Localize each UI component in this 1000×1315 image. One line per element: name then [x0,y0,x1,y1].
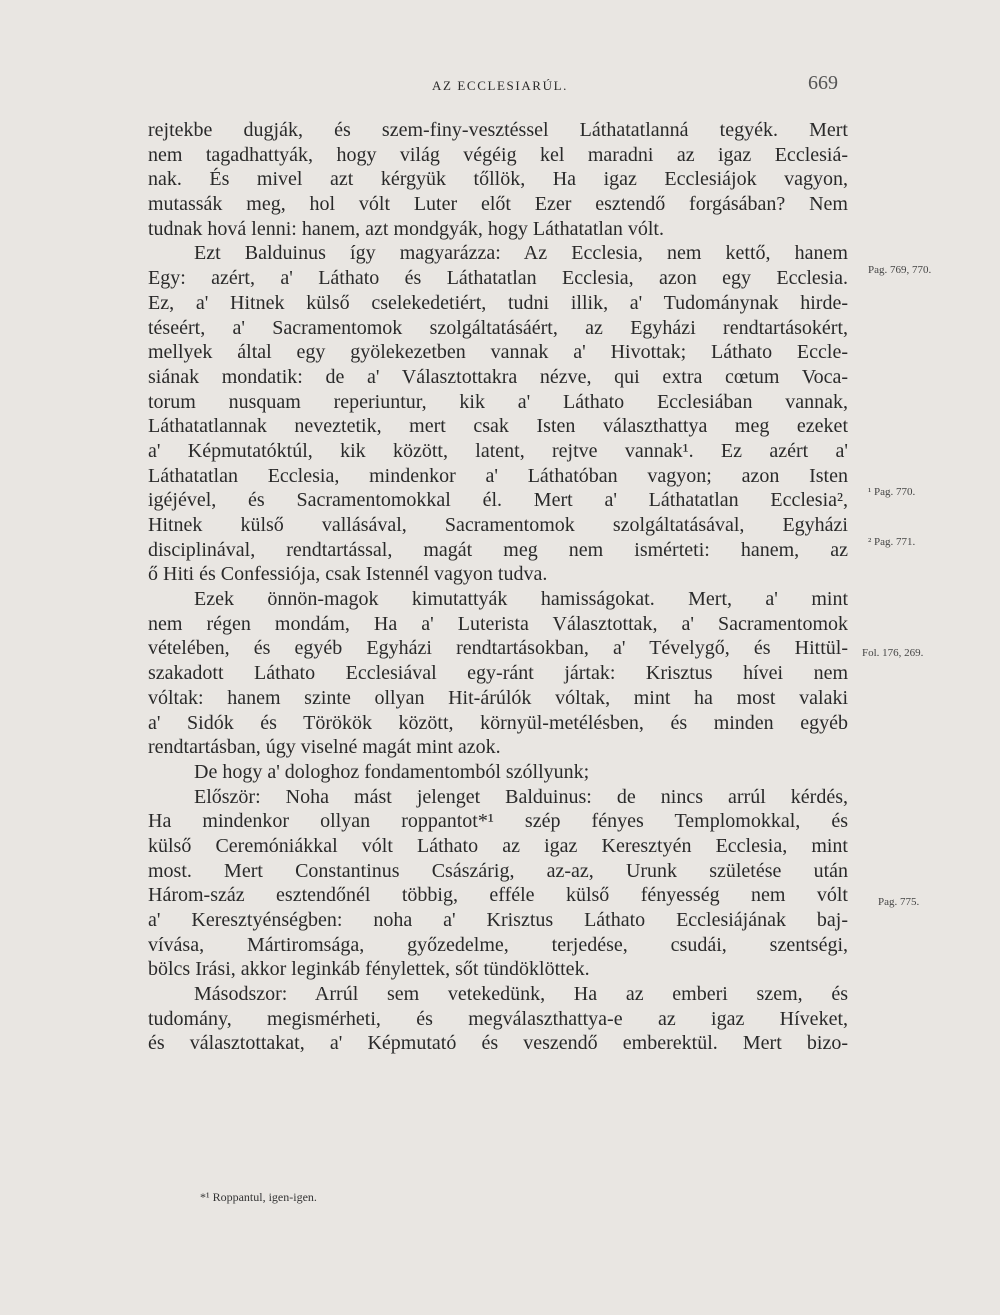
text-line: a' Sidók és Törökök között, környül-metélésben, és minden egyéb [148,711,848,734]
running-header: AZ ECCLESIARÚL. [432,78,568,93]
text-line: tudomány, megismérheti, és megválaszthattya-e az igaz Híveket, [148,1007,848,1030]
text-line: vételében, és egyéb Egyházi rendtartásokban, a' Tévelygő, és Hittül- [148,637,848,660]
text-line: Hitnek külső vallásával, Sacramentomok szolgáltatásával, Egyházi [148,514,848,536]
text-line: Három-száz esztendőnél többig, efféle külső fényesség nem vólt [148,884,848,907]
text-line: szakadott Láthato Ecclesiával egy-ránt jártak: Krisztus hívei nem [148,662,848,685]
text-line: tudnak hová lenni: hanem, azt mondgyák, hogy Láthatatlan vólt. [148,217,664,240]
text-line: torum nusquam reperiuntur, kik a' Láthato Ecclesiában vannak, [148,390,848,413]
text-line: Ez, a' Hitnek külső cselekedetiért, tudni illik, a' Tudománynak hirde- [148,291,848,314]
margin-note: Pag. 775. [878,896,920,908]
text-line: rendtartásban, úgy viselné magát mint azok. [148,736,501,759]
text-line: Először: Noha mást jelenget Balduinus: de nincs arrúl kérdés, [194,785,848,808]
text-line: most. Mert Constantinus Császárig, az-az, Urunk születése után [148,859,848,882]
text-line: Egy: azért, a' Láthato és Láthatatlan Ecclesia, azon egy Ecclesia. [148,267,848,290]
text-line: Láthatatlan Ecclesia, mindenkor a' Láthatóban vagyon; azon Isten [148,464,848,487]
text-line: és választottakat, a' Képmutató és veszendő emberektül. Mert bizo- [148,1032,848,1055]
text-line: a' Keresztyénségben: noha a' Krisztus Láthato Ecclesiájának baj- [148,909,848,931]
text-line: ő Hiti és Confessiója, csak Istennél vagyon tudva. [148,563,548,586]
text-line: külső Ceremóniákkal vólt Láthato az igaz Keresztyén Ecclesia, mint [148,834,848,857]
text-line: igéjével, és Sacramentomokkal él. Mert a' Láthatatlan Ecclesia², [148,489,848,512]
text-line: Láthatatlannak neveztetik, mert csak Isten választhattya meg ezeket [148,415,848,438]
text-line: Ha mindenkor ollyan roppantot*¹ szép fényes Templomokkal, és [148,810,848,833]
page-number: 669 [808,72,838,94]
margin-note: Fol. 176, 269. [862,647,924,659]
text-line: vóltak: hanem szinte ollyan Hit-árúlók vóltak, mint ha most valaki [148,686,848,709]
text-line: Ezt Balduinus így magyarázza: Az Ecclesia, nem kettő, hanem [194,242,848,265]
text-line: mutassák meg, hol vólt Luter előt Ezer esztendő forgásában? Nem [148,193,848,216]
text-line: siának mondatik: de a' Választottakra nézve, qui extra cœtum Voca- [148,365,848,388]
margin-note: Pag. 769, 770. [868,264,932,276]
text-line: Másodszor: Arrúl sem vetekedünk, Ha az emberi szem, és [194,983,848,1006]
text-line: nem régen mondám, Ha a' Luterista Választottak, a' Sacramentomok [148,612,848,635]
text-line: De hogy a' dologhoz fondamentomból szóllyunk; [194,760,590,783]
text-line: bölcs Irási, akkor leginkáb fénylettek, sőt tündöklöttek. [148,958,590,981]
text-line: rejtekbe dugják, és szem-finy-vesztéssel Láthatatlanná tegyék. Mert [148,119,848,141]
margin-note: ¹ Pag. 770. [868,486,916,498]
body-text [148,118,848,1056]
text-line: téseért, a' Sacramentomok szolgáltatásáért, az Egyházi rendtartásokért, [148,316,848,339]
text-line: Ezek önnön-magok kimutattyák hamisságokat. Mert, a' mint [194,588,848,611]
text-line: vívása, Mártiromsága, győzedelme, terjedése, csudái, szentségi, [148,933,848,956]
text-line: disciplinával, rendtartással, magát meg nem ismérteti: hanem, az [148,538,848,561]
text-line: nem tagadhattyák, hogy világ végéig kel maradni az igaz Ecclesiá- [148,143,848,166]
text-line: nak. És mivel azt kérgyük tőllök, Ha igaz Ecclesiájok vagyon, [148,168,848,191]
footnote: *¹ Roppantul, igen-igen. [200,1190,317,1204]
text-line: mellyek által egy gyölekezetben vannak a' Hivottak; Láthato Eccle- [148,341,848,364]
margin-note: ² Pag. 771. [868,536,916,548]
text-line: a' Képmutatóktúl, kik között, latent, rejtve vannak¹. Ez azért a' [148,439,848,462]
